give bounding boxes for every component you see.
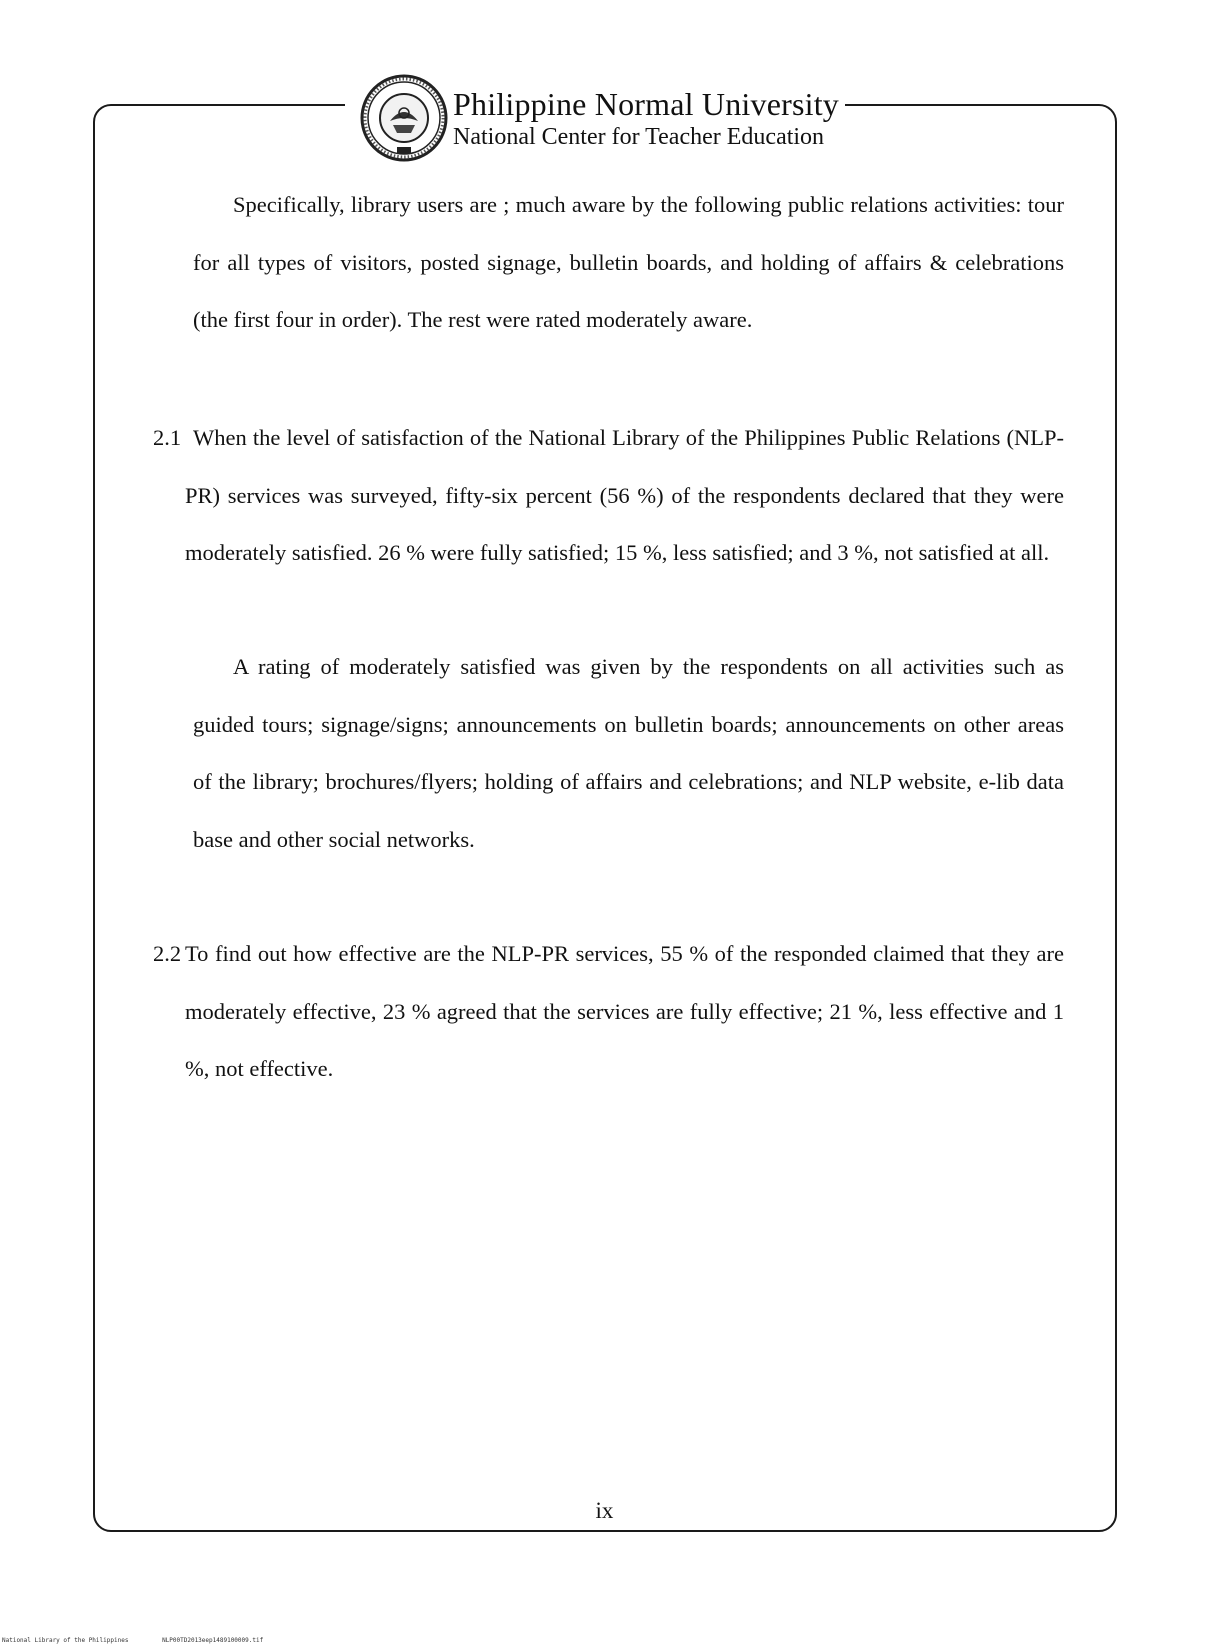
university-name: Philippine Normal University (453, 85, 840, 122)
scan-footer-left: National Library of the Philippines (2, 1637, 129, 1644)
item-2-2 (153, 925, 1064, 1098)
item-2-1-text: When the level of satisfaction of the National Library of the Philippines Public Relations (NLP-PR) services was surveyed, fifty-six percent (56 %) of the respondents declared that they were moderately satisfied. 26 % were fully satisfied; 15 %, less satisfied; and 3 %, not satisfied at all. (185, 425, 1064, 565)
item-2-1-number: 2.1 (153, 425, 182, 450)
scan-footer (2, 1637, 293, 1644)
page-number: ix (595, 1498, 614, 1523)
item-2-1 (153, 409, 1064, 582)
scan-footer-right: NLP00TD2013eep1489100009.tif (162, 1637, 264, 1644)
item-2-2-number: 2.2 (153, 941, 182, 966)
university-subtitle: National Center for Teacher Education (453, 123, 825, 150)
letterhead (345, 72, 845, 164)
awareness-paragraph: Specifically, library users are ; much aware by the following public relations activities: tour for all types of visitors, posted signage, bulletin boards, and holding of affairs & celebrations (the first four in order). The rest were rated moderately aware. (193, 192, 1064, 332)
university-seal-icon (359, 73, 449, 163)
item-2-2-text: To find out how effective are the NLP-PR services, 55 % of the responded claimed that they are moderately effective, 23 % agreed that the services are fully effective; 21 %, less effective and 1 %, not effective. (185, 941, 1064, 1081)
rating-paragraph: A rating of moderately satisfied was given by the respondents on all activities such as guided tours; signage/signs; announcements on bulletin boards; announcements on other areas of the library; brochures/flyers; holding of affairs and celebrations; and NLP website, e-lib data base and other social networks. (193, 654, 1064, 852)
